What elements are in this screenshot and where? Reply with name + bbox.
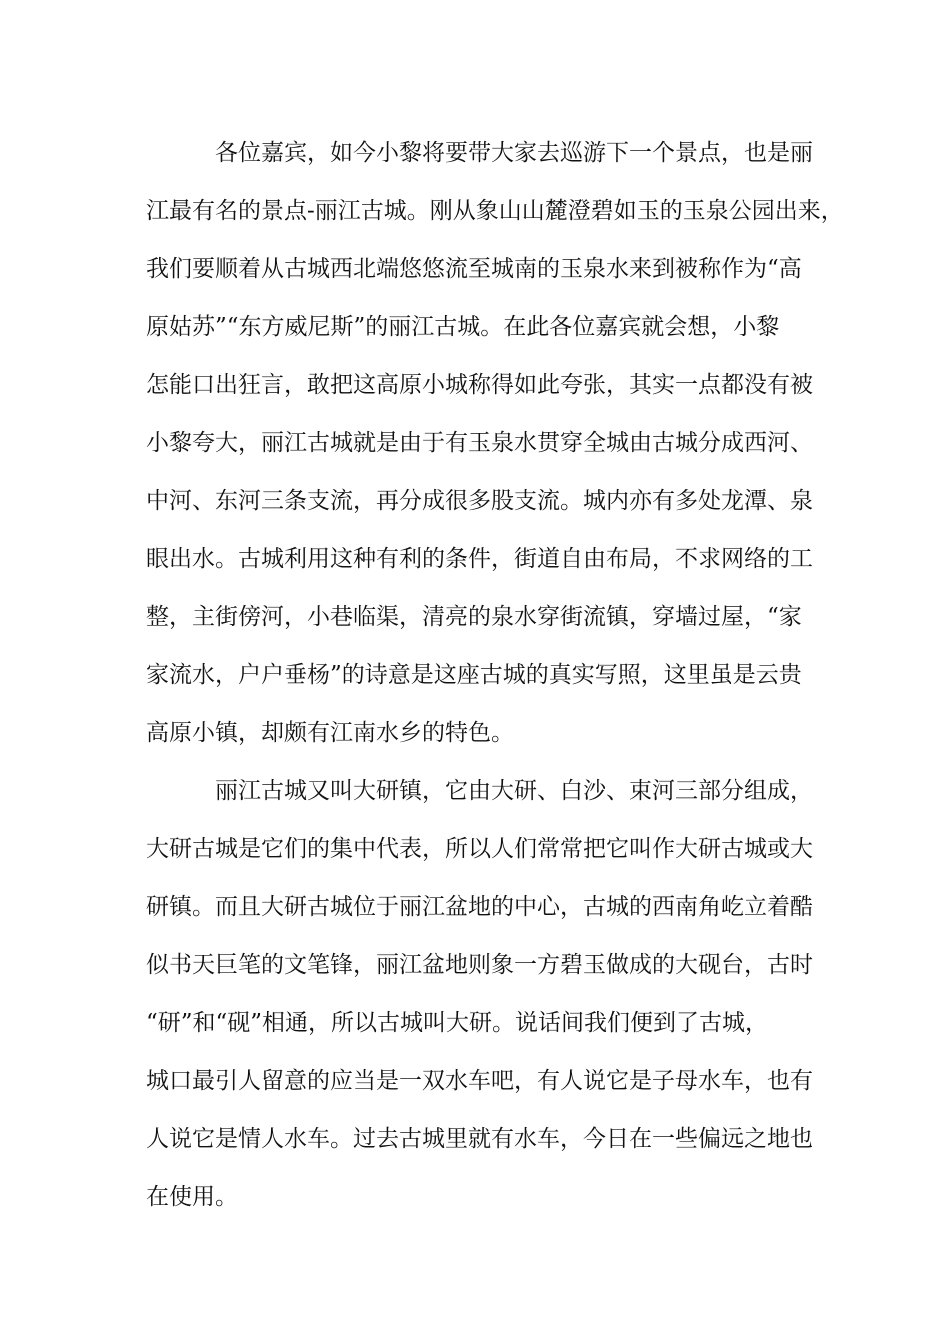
paragraph-1-line-10: 家流水，户户垂杨”的诗意是这座古城的真实写照，这里虽是云贵 bbox=[146, 662, 802, 688]
paragraph-1-line-9: 整，主街傍河，小巷临渠，清亮的泉水穿街流镇，穿墙过屋，“家 bbox=[146, 604, 802, 630]
paragraph-1-line-5: 怎能口出狂言，敢把这高原小城称得如此夸张，其实一点都没有被 bbox=[146, 372, 813, 398]
paragraph-1-line-2: 江最有名的景点-丽江古城。刚从象山山麓澄碧如玉的玉泉公园出来， bbox=[146, 198, 844, 224]
paragraph-1-line-3: 我们要顺着从古城西北端悠悠流至城南的玉泉水来到被称作为“高 bbox=[146, 256, 802, 282]
paragraph-1-line-6: 小黎夸大，丽江古城就是由于有玉泉水贯穿全城由古城分成西河、 bbox=[146, 430, 813, 456]
paragraph-1-line-1: 各位嘉宾，如今小黎将要带大家去巡游下一个景点，也是丽 bbox=[215, 140, 813, 166]
paragraph-2-line-1: 丽江古城又叫大研镇，它由大研、白沙、束河三部分组成， bbox=[215, 778, 813, 804]
paragraph-2-line-7: 人说它是情人水车。过去古城里就有水车，今日在一些偏远之地也 bbox=[146, 1126, 813, 1152]
paragraph-1-line-11: 高原小镇，却颇有江南水乡的特色。 bbox=[146, 720, 514, 746]
paragraph-1-line-7: 中河、东河三条支流，再分成很多股支流。城内亦有多处龙潭、泉 bbox=[146, 488, 813, 514]
paragraph-2-line-3: 研镇。而且大研古城位于丽江盆地的中心，古城的西南角屹立着酷 bbox=[146, 894, 813, 920]
paragraph-2-line-6: 城口最引人留意的应当是一双水车吧，有人说它是子母水车，也有 bbox=[146, 1068, 813, 1094]
paragraph-1-line-8: 眼出水。古城利用这种有利的条件，街道自由布局，不求网络的工 bbox=[146, 546, 813, 572]
paragraph-2-line-2: 大研古城是它们的集中代表，所以人们常常把它叫作大研古城或大 bbox=[146, 836, 813, 862]
paragraph-1-line-4: 原姑苏”“东方威尼斯”的丽江古城。在此各位嘉宾就会想，小黎 bbox=[146, 314, 780, 340]
paragraph-2-line-4: 似书天巨笔的文笔锋，丽江盆地则象一方碧玉做成的大砚台，古时 bbox=[146, 952, 813, 978]
paragraph-2-line-5: “研”和“砚”相通，所以古城叫大研。说话间我们便到了古城， bbox=[146, 1010, 769, 1036]
paragraph-2-line-8: 在使用。 bbox=[146, 1184, 238, 1210]
